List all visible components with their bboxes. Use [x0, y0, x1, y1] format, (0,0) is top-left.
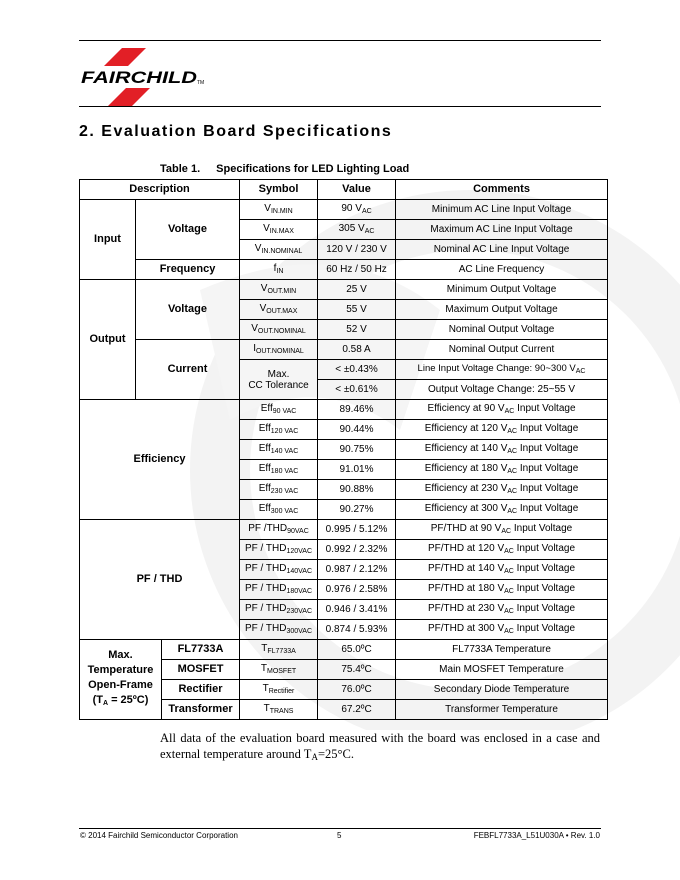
table-row	[80, 260, 608, 280]
symbol-cell: Eff$_{230 VAC}$	[240, 480, 318, 500]
value-cell: 90 $V_{AC}$	[318, 200, 396, 220]
footer-doc-id: FEBFL7733A_L51U030A • Rev. 1.0	[473, 831, 600, 840]
symbol-cell: PF / $THD_{120VAC}$	[240, 540, 318, 560]
symbol-cell: $V_{OUT.MIN}$	[240, 280, 318, 300]
comment-cell: Nominal Output Voltage	[396, 320, 608, 340]
note-paragraph: All data of the evaluation board measured with the board was enclosed in a case and external temperature around $T_A=25^\circ C$.	[160, 731, 600, 762]
table-row	[80, 520, 608, 540]
value-cell: 60 Hz / 50 Hz	[318, 260, 396, 280]
value-cell: 65.0ºC	[318, 640, 396, 660]
symbol-cell: PF / $THD_{230VAC}$	[240, 600, 318, 620]
symbol-cell: Eff$_{140 VAC}$	[240, 440, 318, 460]
value-cell: < ±0.43%	[318, 360, 396, 380]
symbol-cell: PF / $THD_{140VAC}$	[240, 560, 318, 580]
comment-cell: PF/THD at 230 $V_{AC}$ Input Voltage	[396, 600, 608, 620]
header-comments: Comments	[396, 180, 608, 200]
header-description: Description	[80, 180, 240, 200]
comment-cell: Secondary Diode Temperature	[396, 680, 608, 700]
value-cell: 67.2ºC	[318, 700, 396, 720]
symbol-cell: $V_{OUT.NOMINAL}$	[240, 320, 318, 340]
footer-page-number: 5	[337, 831, 342, 840]
symbol-cell: $T_{TRANS}$	[240, 700, 318, 720]
comment-cell: Efficiency at 140 $V_{AC}$ Input Voltage	[396, 440, 608, 460]
symbol-cell: $T_{MOSFET}$	[240, 660, 318, 680]
comment-cell: Line Input Voltage Change: 90~300 $V_{AC}$	[396, 360, 608, 380]
value-cell: 76.0ºC	[318, 680, 396, 700]
comment-cell: Minimum AC Line Input Voltage	[396, 200, 608, 220]
comment-cell: AC Line Frequency	[396, 260, 608, 280]
subgroup-input-voltage: Voltage	[136, 200, 240, 260]
value-cell: 89.46%	[318, 400, 396, 420]
value-cell: 52 V	[318, 320, 396, 340]
comment-cell: Efficiency at 90 $V_{AC}$ Input Voltage	[396, 400, 608, 420]
temp-part-label: MOSFET	[162, 660, 240, 680]
comment-cell: PF/THD at 180 $V_{AC}$ Input Voltage	[396, 580, 608, 600]
comment-cell: PF/THD at 140 $V_{AC}$ Input Voltage	[396, 560, 608, 580]
temp-part-label: FL7733A	[162, 640, 240, 660]
value-cell: 0.874 / 5.93%	[318, 620, 396, 640]
comment-cell: Efficiency at 180 $V_{AC}$ Input Voltage	[396, 460, 608, 480]
comment-cell: Maximum Output Voltage	[396, 300, 608, 320]
value-cell: 305 $V_{AC}$	[318, 220, 396, 240]
value-cell: < ±0.61%	[318, 380, 396, 400]
group-input: Input	[80, 200, 136, 280]
group-efficiency: Efficiency	[80, 400, 240, 520]
subgroup-input-frequency: Frequency	[136, 260, 240, 280]
value-cell: 0.946 / 3.41%	[318, 600, 396, 620]
section-title: 2. Evaluation Board Specifications	[79, 123, 393, 140]
value-cell: 0.995 / 5.12%	[318, 520, 396, 540]
header-bottom-rule	[79, 106, 601, 107]
table-row	[80, 200, 608, 220]
header-symbol: Symbol	[240, 180, 318, 200]
group-max-temperature: Max. Temperature Open-Frame ($T_A$ = 25ºC)	[80, 640, 162, 720]
logo-text: FAIRCHILD	[81, 68, 197, 87]
table-row	[80, 400, 608, 420]
symbol-cell: $V_{IN.MIN}$	[240, 200, 318, 220]
table-caption-text: Specifications for LED Lighting Load	[216, 163, 410, 175]
comment-cell: Transformer Temperature	[396, 700, 608, 720]
header-value: Value	[318, 180, 396, 200]
comment-cell: Main MOSFET Temperature	[396, 660, 608, 680]
header-top-rule	[79, 40, 601, 41]
comment-cell: Efficiency at 300 $V_{AC}$ Input Voltage	[396, 500, 608, 520]
comment-cell: Maximum AC Line Input Voltage	[396, 220, 608, 240]
symbol-cell: $T_{FL7733A}$	[240, 640, 318, 660]
value-cell: 90.75%	[318, 440, 396, 460]
temp-part-label: Rectifier	[162, 680, 240, 700]
symbol-cell: PF / $THD_{180VAC}$	[240, 580, 318, 600]
table-caption-label: Table 1.	[160, 163, 201, 175]
value-cell: 0.976 / 2.58%	[318, 580, 396, 600]
group-output: Output	[80, 280, 136, 400]
comment-cell: Minimum Output Voltage	[396, 280, 608, 300]
comment-cell: Nominal Output Current	[396, 340, 608, 360]
value-cell: 0.987 / 2.12%	[318, 560, 396, 580]
comment-cell: FL7733A Temperature	[396, 640, 608, 660]
footer-rule	[79, 828, 601, 829]
value-cell: 91.01%	[318, 460, 396, 480]
value-cell: 75.4ºC	[318, 660, 396, 680]
symbol-cell: Eff$_{120 VAC}$	[240, 420, 318, 440]
value-cell: 0.58 A	[318, 340, 396, 360]
table-row	[80, 640, 608, 660]
group-pf-thd: PF / THD	[80, 520, 240, 640]
symbol-cell: $V_{IN.MAX}$	[240, 220, 318, 240]
svg-text:TM: TM	[197, 80, 205, 86]
comment-cell: Efficiency at 230 $V_{AC}$ Input Voltage	[396, 480, 608, 500]
comment-cell: Efficiency at 120 $V_{AC}$ Input Voltage	[396, 420, 608, 440]
subgroup-output-voltage: Voltage	[136, 280, 240, 340]
symbol-cell: Eff$_{90 VAC}$	[240, 400, 318, 420]
value-cell: 25 V	[318, 280, 396, 300]
specifications-table	[79, 179, 608, 720]
symbol-cell: PF / $THD_{300VAC}$	[240, 620, 318, 640]
comment-cell: PF/THD at 90 $V_{AC}$ Input Voltage	[396, 520, 608, 540]
symbol-cell: PF $/THD_{90VAC}$	[240, 520, 318, 540]
comment-cell: Nominal AC Line Input Voltage	[396, 240, 608, 260]
value-cell: 90.88%	[318, 480, 396, 500]
symbol-cell: $f_{IN}$	[240, 260, 318, 280]
symbol-cell: $V_{IN.NOMINAL}$	[240, 240, 318, 260]
symbol-cell: Eff$_{180 VAC}$	[240, 460, 318, 480]
temp-part-label: Transformer	[162, 700, 240, 720]
value-cell: 90.44%	[318, 420, 396, 440]
footer-copyright: © 2014 Fairchild Semiconductor Corporation	[80, 831, 238, 840]
comment-cell: PF/THD at 300 $V_{AC}$ Input Voltage	[396, 620, 608, 640]
table-caption	[160, 163, 409, 175]
subgroup-output-current: Current	[136, 340, 240, 400]
comment-cell: Output Voltage Change: 25~55 V	[396, 380, 608, 400]
value-cell: 0.992 / 2.32%	[318, 540, 396, 560]
comment-cell: PF/THD at 120 $V_{AC}$ Input Voltage	[396, 540, 608, 560]
table-header-row	[80, 180, 608, 200]
table-row	[80, 340, 608, 360]
symbol-cell: $I_{OUT.NOMINAL}$	[240, 340, 318, 360]
symbol-cell: $T_{Rectifier}$	[240, 680, 318, 700]
value-cell: 55 V	[318, 300, 396, 320]
symbol-cell-cc-tolerance: Max. CC Tolerance	[240, 360, 318, 400]
fairchild-logo	[80, 48, 205, 106]
value-cell: 90.27%	[318, 500, 396, 520]
symbol-cell: Eff$_{300 VAC}$	[240, 500, 318, 520]
table-row	[80, 280, 608, 300]
symbol-cell: $V_{OUT.MAX}$	[240, 300, 318, 320]
value-cell: 120 V / 230 V	[318, 240, 396, 260]
